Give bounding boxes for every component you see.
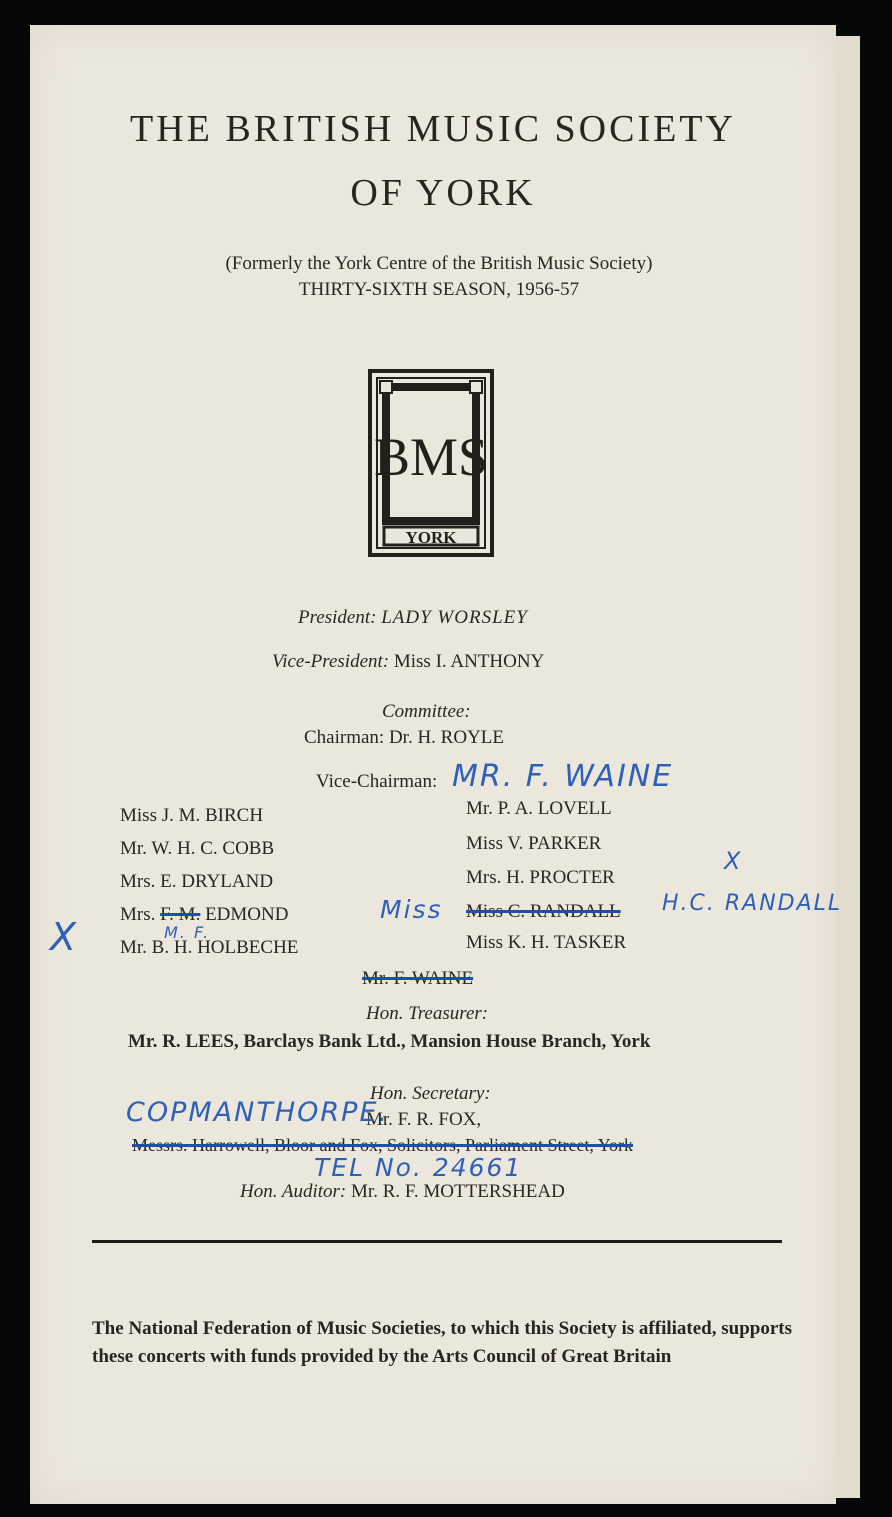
bms-york-logo (368, 369, 494, 557)
member-cobb: Mr. W. H. C. COBB (120, 838, 275, 859)
treasurer-label: Hon. Treasurer: (366, 1003, 489, 1024)
edmond-struck-initials: F. M. (160, 904, 201, 925)
divider-rule (92, 1240, 782, 1243)
title-line-1: THE BRITISH MUSIC SOCIETY (130, 108, 736, 150)
chairman-line (304, 727, 504, 749)
chairman-label: Chairman: (304, 727, 385, 748)
member-procter: Mrs. H. PROCTER (466, 867, 615, 888)
president-name: LADY WORSLEY (381, 607, 528, 628)
logo-caption: YORK (405, 528, 457, 547)
vice-chairman-handwritten: MR. F. WAINE (452, 759, 674, 794)
auditor-line (240, 1181, 565, 1203)
member-tasker: Miss K. H. TASKER (466, 932, 627, 953)
waine-struck: Mr. F. WAINE (362, 968, 474, 989)
title-line-2: OF YORK (350, 172, 536, 214)
president-label: President: (298, 607, 377, 628)
vice-president-name: Miss I. ANTHONY (393, 651, 545, 672)
secretary-name: Mr. F. R. FOX, (366, 1109, 482, 1130)
member-dryland: Mrs. E. DRYLAND (120, 871, 274, 892)
secretary-handwritten-tel: TEL No. 24661 (314, 1153, 523, 1182)
edmond-surname: EDMOND (205, 904, 289, 925)
vice-president-label: Vice-President: (272, 651, 390, 672)
secretary-label: Hon. Secretary: (370, 1083, 491, 1104)
president-line (298, 607, 528, 629)
handwritten-randall: H.C. RANDALL (662, 891, 843, 916)
vice-chairman-label: Vice-Chairman: (316, 771, 438, 792)
programme-page (30, 25, 843, 1504)
handwritten-miss: Miss (380, 895, 443, 924)
edmond-prefix: Mrs. (120, 904, 156, 925)
footer-notice: The National Federation of Music Societies, to which this Society is affiliated, supports these concerts with funds provided by the Arts Council of Great Britain (92, 1318, 792, 1367)
committee-heading: Committee: (382, 701, 471, 722)
vice-president-line (272, 651, 544, 673)
logo-monogram: BMS (373, 427, 489, 487)
auditor-label: Hon. Auditor: (240, 1181, 347, 1202)
subtitle: (Formerly the York Centre of the British Music Society) (225, 253, 653, 274)
member-randall-struck: Miss C. RANDALL (466, 901, 621, 922)
season: THIRTY-SIXTH SEASON, 1956-57 (298, 279, 580, 300)
auditor-name: Mr. R. F. MOTTERSHEAD (351, 1181, 565, 1202)
edmond-handwritten-initials: M. F. (164, 923, 211, 942)
member-birch: Miss J. M. BIRCH (120, 805, 264, 826)
secretary-struck-address: Messrs. Harrowell, Bloor and Fox, Solicitors, Parliament Street, York (132, 1135, 633, 1155)
member-lovell: Mr. P. A. LOVELL (466, 798, 612, 819)
chairman-name: Dr. H. ROYLE (388, 727, 505, 748)
secretary-handwritten-address: COPMANTHORPE. (126, 1097, 390, 1128)
mark-x-right: X (724, 847, 743, 875)
treasurer-value: Mr. R. LEES, Barclays Bank Ltd., Mansion House Branch, York (128, 1031, 651, 1052)
mark-x-left: X (50, 915, 79, 959)
member-parker: Miss V. PARKER (466, 833, 602, 854)
member-holbeche: Mr. B. H. HOLBECHE (120, 937, 299, 958)
